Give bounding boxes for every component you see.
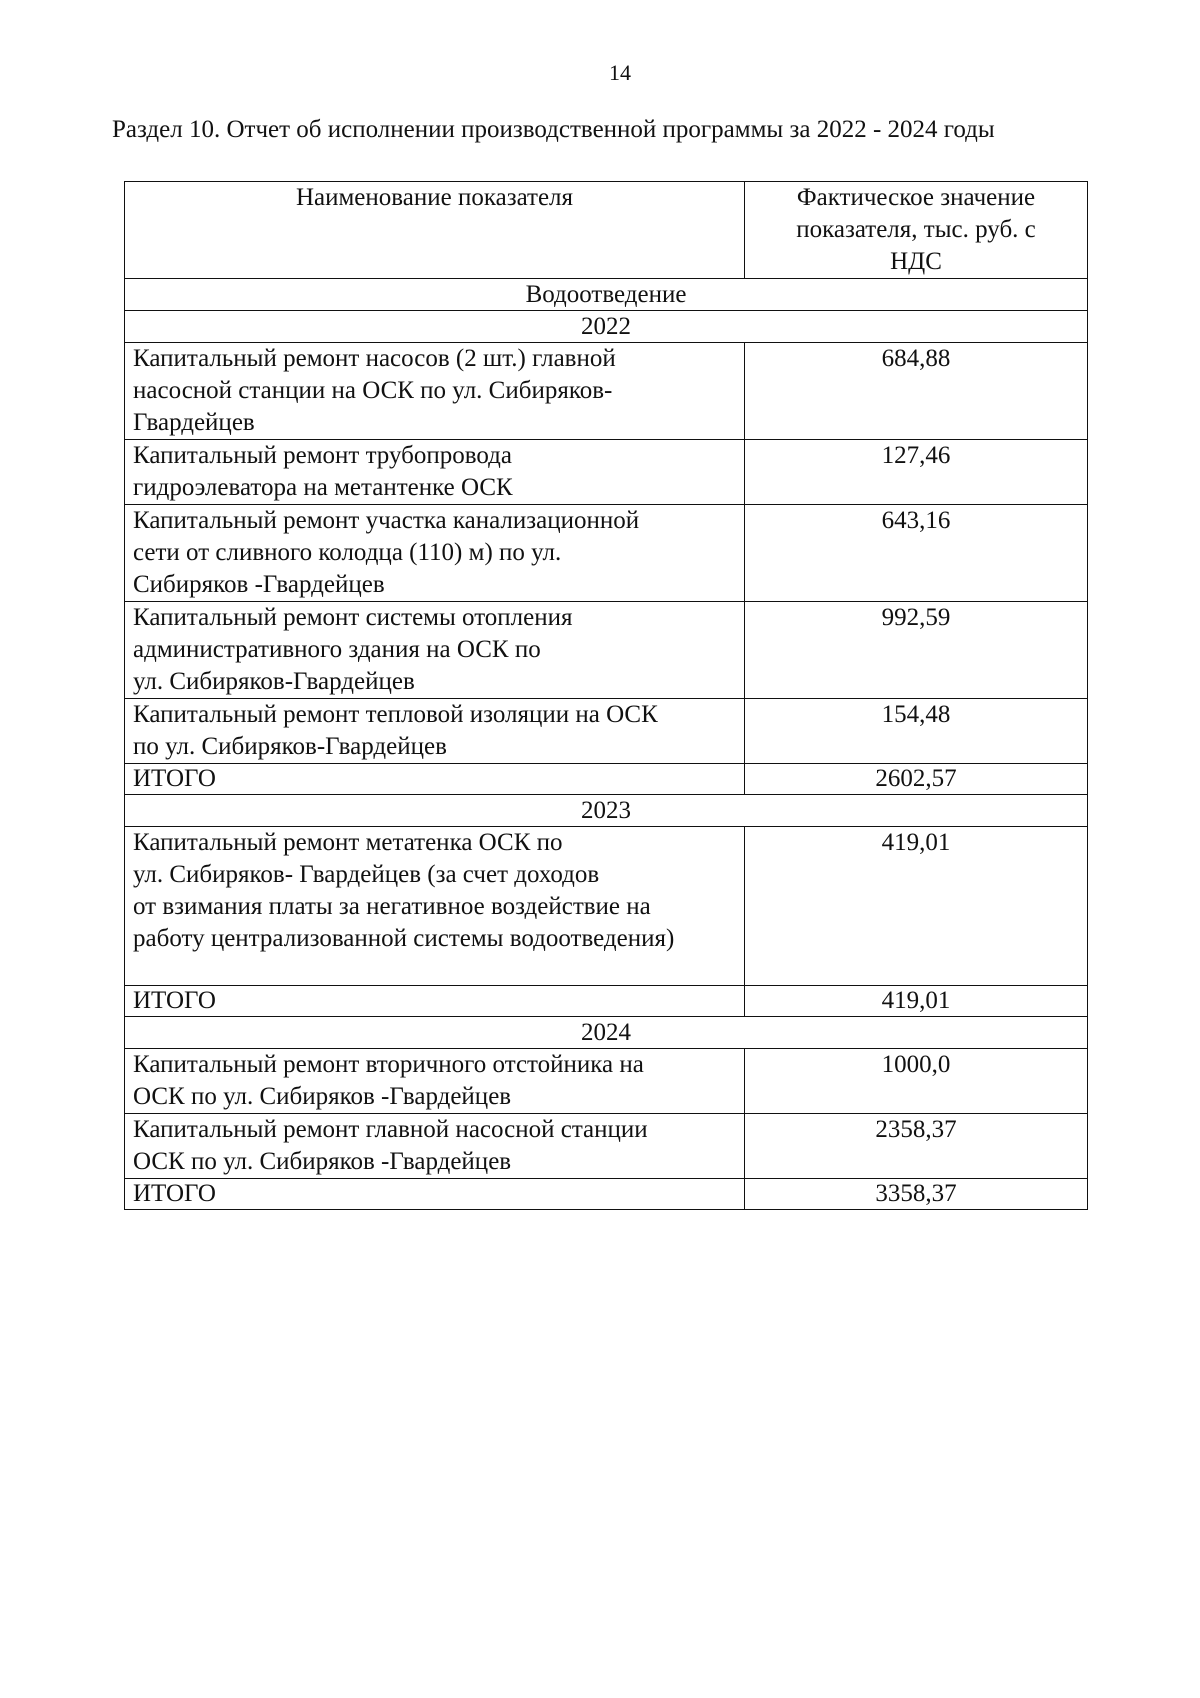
item-value: 154,48 <box>745 699 1088 764</box>
column-header-value: Фактическое значение показателя, тыс. руб. с НДС <box>745 182 1088 279</box>
item-value: 643,16 <box>745 505 1088 602</box>
table-row <box>125 440 1088 505</box>
item-name: Капитальный ремонт вторичного отстойника на ОСК по ул. Сибиряков -Гвардейцев <box>125 1049 745 1114</box>
table-header-row <box>125 182 1088 279</box>
year-cell: 2024 <box>125 1017 1088 1049</box>
section-row <box>125 279 1088 311</box>
table-row <box>125 827 1088 986</box>
total-row <box>125 986 1088 1017</box>
page-number: 14 <box>609 60 631 85</box>
total-label: ИТОГО <box>125 764 745 795</box>
item-value: 419,01 <box>745 827 1088 986</box>
item-name: Капитальный ремонт главной насосной станции ОСК по ул. Сибиряков -Гвардейцев <box>125 1114 745 1179</box>
table-row <box>125 343 1088 440</box>
item-name: Капитальный ремонт метатенка ОСК по ул. Сибиряков- Гвардейцев (за счет доходов от взимания платы за негативное воздействие на работу централизованной системы водоотведения) <box>125 827 745 986</box>
total-label: ИТОГО <box>125 986 745 1017</box>
total-row <box>125 764 1088 795</box>
year-row <box>125 311 1088 343</box>
total-value: 2602,57 <box>745 764 1088 795</box>
item-name: Капитальный ремонт тепловой изоляции на ОСК по ул. Сибиряков-Гвардейцев <box>125 699 745 764</box>
report-table <box>124 181 1088 1210</box>
table-row <box>125 699 1088 764</box>
section-title-cell: Водоотведение <box>125 279 1088 311</box>
table-row <box>125 1114 1088 1179</box>
total-value: 419,01 <box>745 986 1088 1017</box>
year-row <box>125 795 1088 827</box>
item-name: Капитальный ремонт насосов (2 шт.) главной насосной станции на ОСК по ул. Сибиряков- Гвардейцев <box>125 343 745 440</box>
column-header-name: Наименование показателя <box>125 182 745 279</box>
year-cell: 2022 <box>125 311 1088 343</box>
table-row <box>125 1049 1088 1114</box>
table-row <box>125 505 1088 602</box>
item-name: Капитальный ремонт системы отопления административного здания на ОСК по ул. Сибиряков-Гвардейцев <box>125 602 745 699</box>
year-row <box>125 1017 1088 1049</box>
year-cell: 2023 <box>125 795 1088 827</box>
item-value: 127,46 <box>745 440 1088 505</box>
total-value: 3358,37 <box>745 1179 1088 1210</box>
item-value: 1000,0 <box>745 1049 1088 1114</box>
total-row <box>125 1179 1088 1210</box>
total-label: ИТОГО <box>125 1179 745 1210</box>
table-row <box>125 602 1088 699</box>
section-title: Раздел 10. Отчет об исполнении производственной программы за 2022 - 2024 годы <box>112 116 995 143</box>
item-name: Капитальный ремонт трубопровода гидроэлеватора на метантенке ОСК <box>125 440 745 505</box>
item-name: Капитальный ремонт участка канализационной сети от сливного колодца (110) м) по ул. Сибиряков -Гвардейцев <box>125 505 745 602</box>
item-value: 684,88 <box>745 343 1088 440</box>
item-value: 2358,37 <box>745 1114 1088 1179</box>
item-value: 992,59 <box>745 602 1088 699</box>
